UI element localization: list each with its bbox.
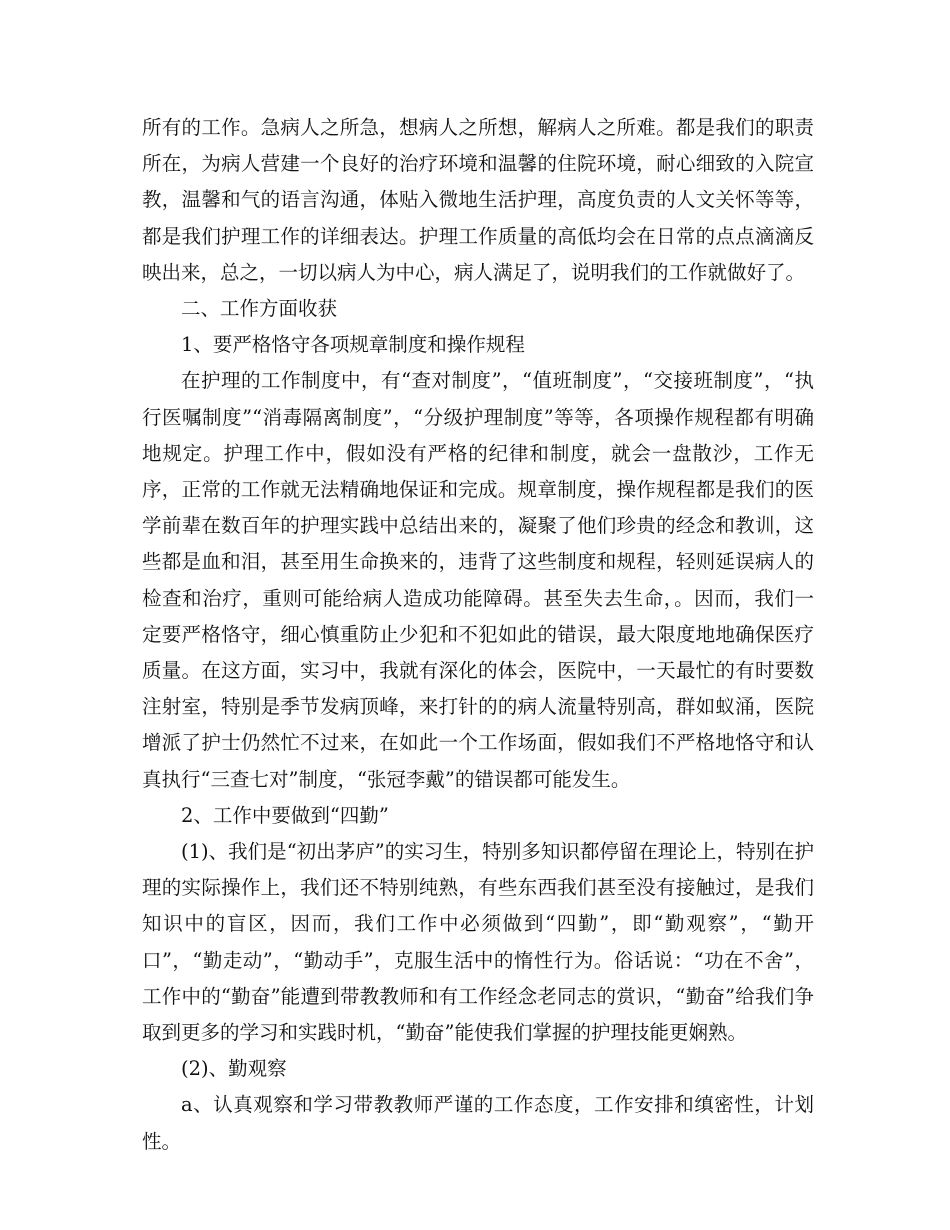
paragraph-observation-item-a: a、认真观察和学习带教教师严谨的工作态度，工作安排和缜密性，计划性。 xyxy=(142,1093,814,1153)
paragraph-rules-detail: 在护理的工作制度中，有“查对制度”，“值班制度”，“交接班制度”，“执行医嘱制度”“消毒隔离制度”，“分级护理制度”等等，各项操作规程都有明确地规定。护理工作中，假如没有严格的纪律和制度，就会一盘散沙，工作无序，正常的工作就无法精确地保证和完成。规章制度，操作规程都是我们的医学前辈在数百年的护理实践中总结出来的，凝聚了他们珍贵的经念和教训，这些都是血和泪，甚至用生命换来的，违背了这些制度和规程，轻则延误病人的检查和治疗，重则可能给病人造成功能障碍。甚至失去生命，。因而，我们一定要严格恪守，细心慎重防止少犯和不犯如此的错误，最大限度地地确保医疗质量。在这方面，实习中，我就有深化的体会，医院中，一天最忙的有时要数注射室，特别是季节发病顶峰，来打针的的病人流量特别高，群如蚁涌，医院增派了护士仍然忙不过来，在如此一个工作场面，假如我们不严格地恪守和认真执行“三查七对”制度，“张冠李戴”的错误都可能发生。 xyxy=(142,369,814,791)
section-heading-work-gains: 二、工作方面收获 xyxy=(181,297,338,321)
paragraph-four-diligences-detail: (1)、我们是“初出茅庐”的实习生，特别多知识都停留在理论上，特别在护理的实际操作上，我们还不特别纯熟，有些东西我们甚至没有接触过，是我们知识中的盲区，因而，我们工作中必须做到“四勤”，即“勤观察”，“勤开口”，“勤走动”，“勤动手”，克服生活中的惰性行为。俗话说：“功在不舍”，工作中的“勤奋”能遭到带教教师和有工作经念老同志的赏识，“勤奋”给我们争取到更多的学习和实践时机，“勤奋”能使我们掌握的护理技能更娴熟。 xyxy=(142,840,814,1045)
paragraph-continued: 所有的工作。急病人之所急，想病人之所想，解病人之所难。都是我们的职责所在，为病人营建一个良好的治疗环境和温馨的住院环境，耐心细致的入院宣教，温馨和气的语言沟通，体贴入微地生活护理，高度负责的人文关怀等等，都是我们护理工作的详细表达。护理工作质量的高低均会在日常的点点滴滴反映出来，总之，一切以病人为中心，病人满足了，说明我们的工作就做好了。 xyxy=(142,116,814,284)
subheading-diligent-observation: (2)、勤观察 xyxy=(181,1057,287,1081)
subheading-rules-compliance: 1、要严格恪守各项规章制度和操作规程 xyxy=(181,333,525,357)
document-body xyxy=(142,110,814,1160)
subheading-four-diligences: 2、工作中要做到“四勤” xyxy=(181,803,389,827)
